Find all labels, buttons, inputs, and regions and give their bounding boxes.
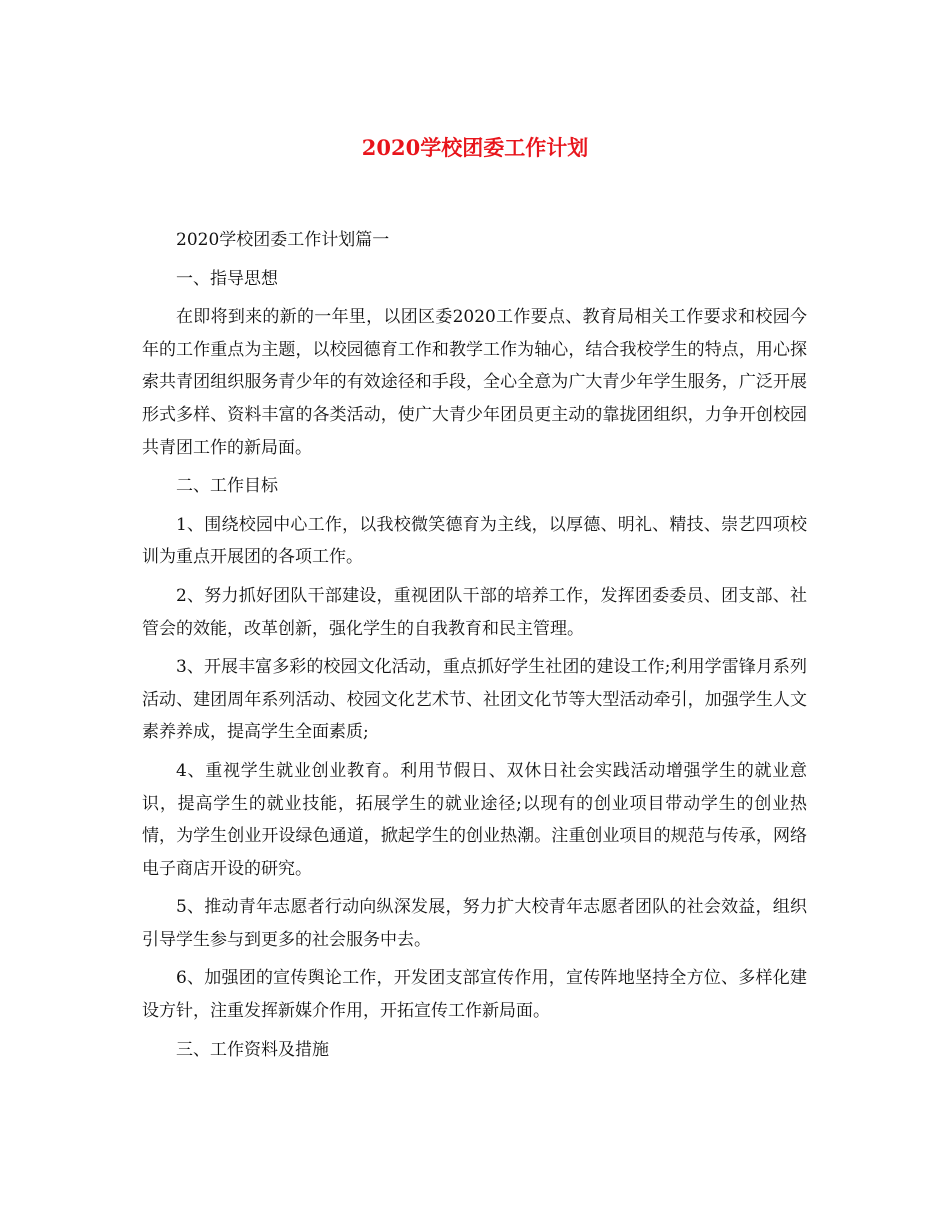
- section-heading-guiding-ideology: 一、指导思想: [176, 268, 278, 289]
- paragraph-goal-2: 2、努力抓好团队干部建设，重视团队干部的培养工作，发挥团委委员、团支部、社管会的效能，改革创新，强化学生的自我教育和民主管理。: [142, 585, 807, 639]
- section-heading-work-goals: 二、工作目标: [176, 476, 278, 497]
- paragraph-goal-4: 4、重视学生就业创业教育。利用节假日、双休日社会实践活动增强学生的就业意识，提高学生的就业技能，拓展学生的就业途径;以现有的创业项目带动学生的创业热情，为学生创业开设绿色通道，掀起学生的创业热潮。注重创业项目的规范与传承，网络电子商店开设的研究。: [142, 760, 807, 879]
- paragraph-guiding-ideology: 在即将到来的新的一年里，以团区委2020工作要点、教育局相关工作要求和校园今年的工作重点为主题，以校园德育工作和教学工作为轴心，结合我校学生的特点，用心探索共青团组织服务青少年的有效途径和手段，全心全意为广大青少年学生服务，广泛开展形式多样、资料丰富的各类活动，使广大青少年团员更主动的靠拢团组织，力争开创校园共青团工作的新局面。: [142, 307, 807, 458]
- paragraph-goal-1: 1、围绕校园中心工作，以我校微笑德育为主线，以厚德、明礼、精技、崇艺四项校训为重点开展团的各项工作。: [142, 514, 807, 568]
- section-heading-measures: 三、工作资料及措施: [176, 1039, 329, 1060]
- document-title: 2020学校团委工作计划: [361, 135, 589, 160]
- paragraph-goal-6: 6、加强团的宣传舆论工作，开发团支部宣传作用，宣传阵地坚持全方位、多样化建设方针，注重发挥新媒介作用，开拓宣传工作新局面。: [142, 968, 807, 1022]
- document-body: [142, 224, 807, 1072]
- paragraph-goal-3: 3、开展丰富多彩的校园文化活动，重点抓好学生社团的建设工作;利用学雷锋月系列活动、建团周年系列活动、校园文化艺术节、社团文化节等大型活动牵引，加强学生人文素养养成，提高学生全面素质;: [142, 657, 807, 743]
- section-heading-part-one: 2020学校团委工作计划篇一: [176, 230, 390, 250]
- paragraph-goal-5: 5、推动青年志愿者行动向纵深发展，努力扩大校青年志愿者团队的社会效益，组织引导学生参与到更多的社会服务中去。: [142, 897, 807, 950]
